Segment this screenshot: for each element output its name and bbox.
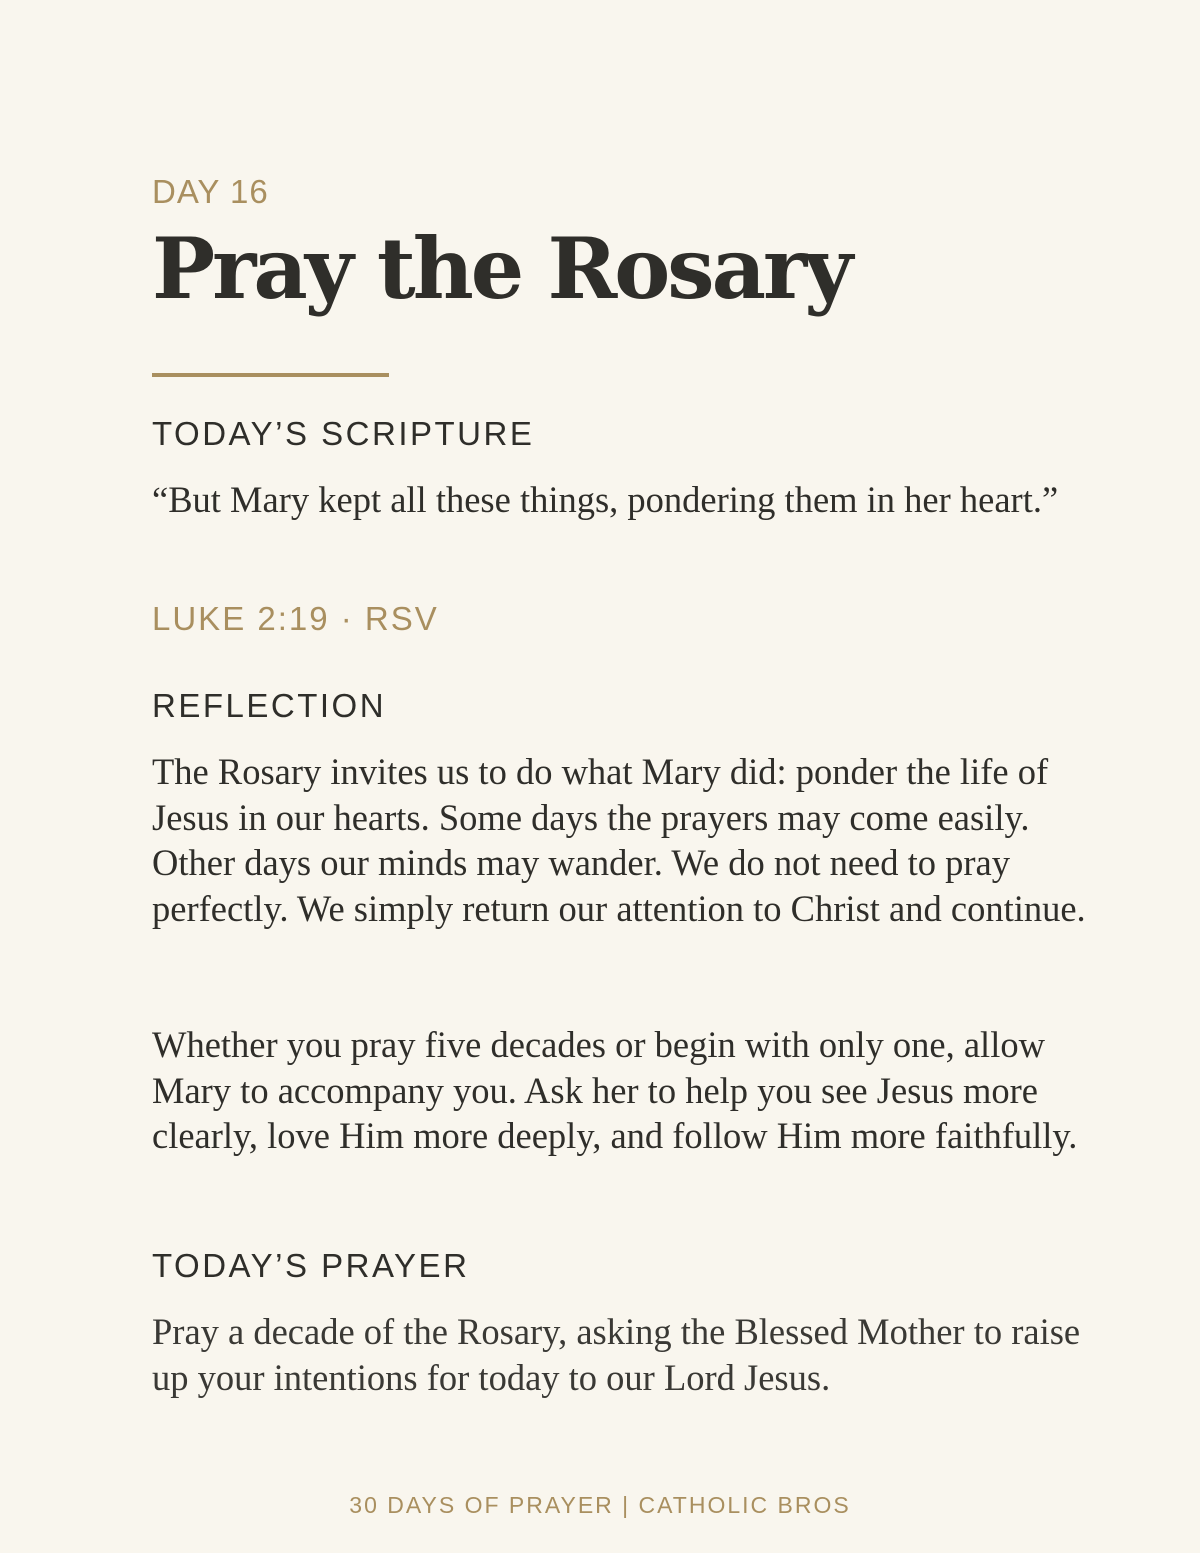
scripture-heading: TODAY’S SCRIPTURE <box>152 415 535 452</box>
day-label: DAY 16 <box>152 173 269 210</box>
scripture-quote: “But Mary kept all these things, pondering them in her heart.” <box>152 479 1059 520</box>
title-divider <box>152 373 389 377</box>
prayer-text: Pray a decade of the Rosary, asking the Blessed Mother to raise up your intentions for today to our Lord Jesus. <box>152 1311 1081 1398</box>
reflection-paragraph-2: Whether you pray five decades or begin with only one, allow Mary to accompany you. Ask her to help you see Jesus more clearly, love Him more deeply, and follow Him more faithfully. <box>152 1024 1078 1156</box>
prayer-heading: TODAY’S PRAYER <box>152 1247 470 1284</box>
footer: 30 DAYS OF PRAYER | CATHOLIC BROS <box>349 1492 851 1518</box>
reflection-heading: REFLECTION <box>152 687 387 724</box>
scripture-citation: LUKE 2:19 · RSV <box>152 600 439 637</box>
page-title: Pray the Rosary <box>152 219 851 318</box>
reflection-paragraph-1: The Rosary invites us to do what Mary did: ponder the life of Jesus in our hearts. Some days the prayers may come easily. Other days our minds may wander. We do not need to pray perfectly. We simply return our attention to Christ and continue. <box>152 751 1086 929</box>
